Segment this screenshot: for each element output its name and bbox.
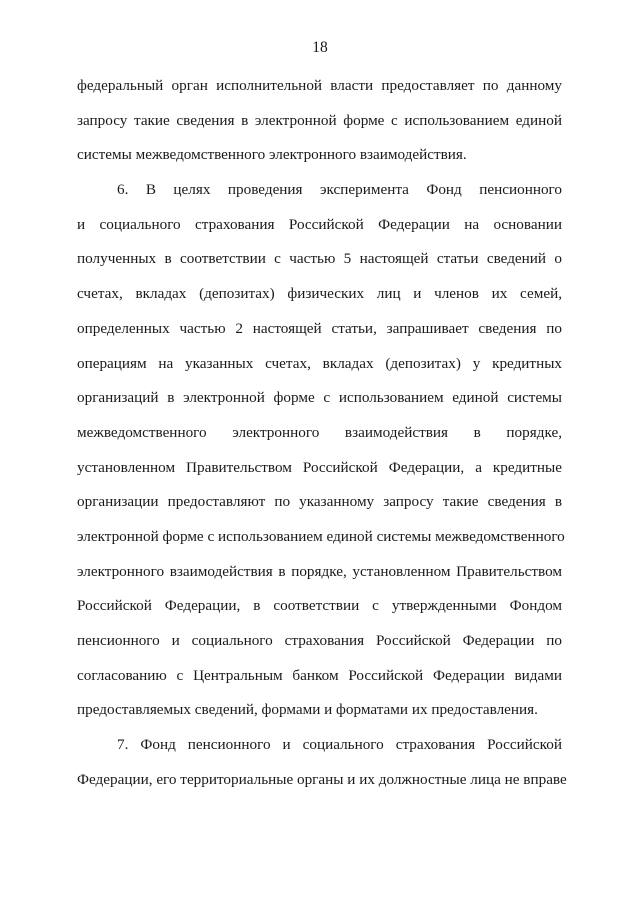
text-line: операциям на указанных счетах, вкладах (депозитах) у кредитных bbox=[77, 354, 562, 372]
paragraph-item-6 bbox=[77, 180, 565, 735]
text-line: системы межведомственного электронного взаимодействия. bbox=[77, 146, 467, 164]
text-line: федеральный орган исполнительной власти предоставляет по данному bbox=[77, 77, 562, 94]
text-line: 6. В целях проведения эксперимента Фонд пенсионного bbox=[117, 181, 562, 199]
text-line: организаций в электронной форме с использованием единой системы bbox=[77, 389, 562, 407]
paragraph-item-7 bbox=[77, 735, 567, 804]
text-line: пенсионного и социального страхования Российской Федерации по bbox=[77, 632, 562, 649]
text-line: межведомственного электронного взаимодействия в порядке, bbox=[77, 423, 562, 441]
text-line: запросу такие сведения в электронной форме с использованием единой bbox=[77, 111, 562, 129]
text-line: предоставляемых сведений, формами и форматами их предоставления. bbox=[77, 701, 538, 719]
text-line: счетах, вкладах (депозитах) физических лиц и членов их семей, bbox=[77, 285, 562, 303]
text-line: и социального страхования Российской Федерации на основании bbox=[77, 215, 562, 233]
text-line: Федерации, его территориальные органы и их должностные лица не вправе bbox=[77, 770, 567, 788]
text-line: согласованию с Центральным банком Российской Федерации видами bbox=[77, 666, 562, 684]
text-line: определенных частью 2 настоящей статьи, запрашивает сведения по bbox=[77, 319, 562, 337]
text-line: электронной форме с использованием единой системы межведомственного bbox=[77, 527, 565, 545]
text-line: установленном Правительством Российской Федерации, а кредитные bbox=[77, 458, 562, 476]
text-line: Российской Федерации, в соответствии с утвержденными Фондом bbox=[77, 597, 562, 615]
document-body bbox=[77, 76, 567, 804]
text-line: электронного взаимодействия в порядке, установленном Правительством bbox=[77, 562, 562, 580]
text-line: организации предоставляют по указанному запросу такие сведения в bbox=[77, 493, 562, 511]
paragraph-continuation bbox=[77, 76, 562, 180]
text-line: 7. Фонд пенсионного и социального страхования Российской bbox=[117, 736, 562, 754]
text-line: полученных в соответствии с частью 5 настоящей статьи сведений о bbox=[77, 250, 562, 268]
page-number: 18 bbox=[312, 39, 328, 56]
